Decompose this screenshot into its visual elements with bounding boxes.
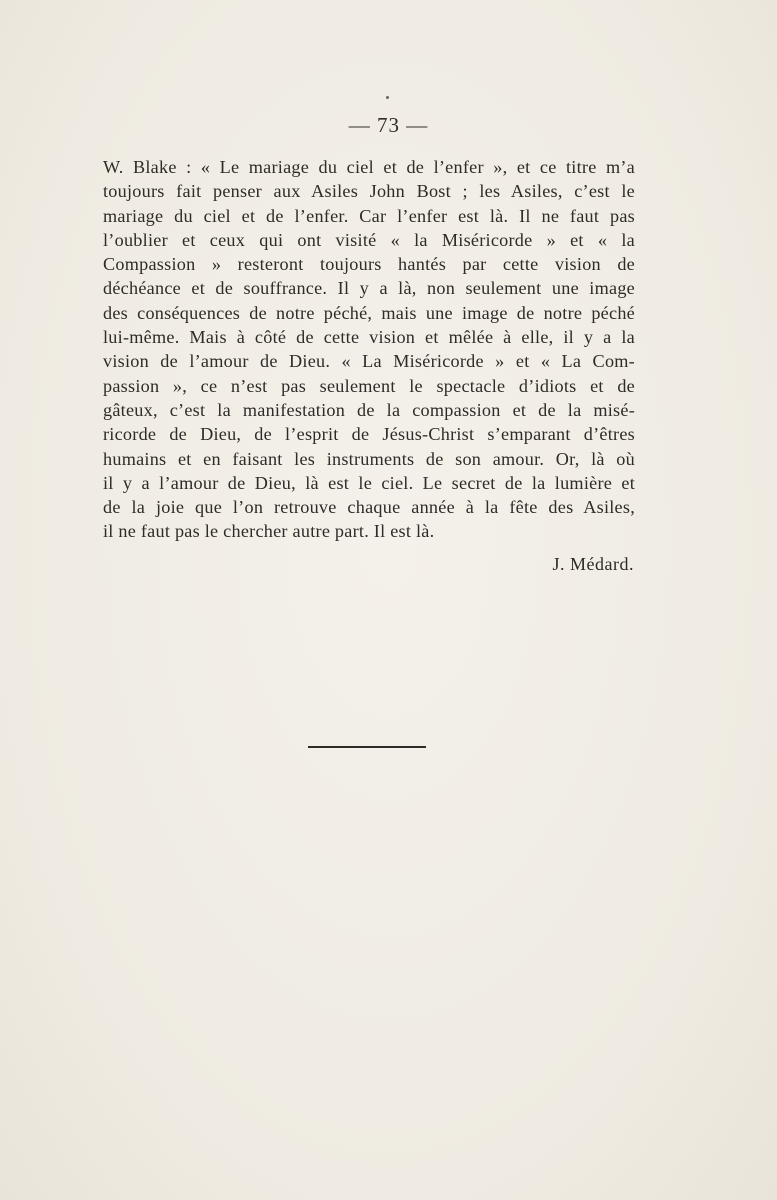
- text-line: gâteux, c’est la manifestation de la compassion et de la misé-: [103, 399, 635, 420]
- section-divider: [308, 746, 426, 748]
- text-line: mariage du ciel et de l’enfer. Car l’enfer est là. Il ne faut pas: [103, 205, 635, 226]
- text-line: il ne faut pas le chercher autre part. Il est là.: [103, 521, 435, 542]
- page-number: — 73 —: [348, 113, 429, 137]
- author-signature: J. Médard.: [552, 554, 634, 574]
- text-line: toujours fait penser aux Asiles John Bost ; les Asiles, c’est le: [103, 181, 635, 202]
- text-line: W. Blake : « Le mariage du ciel et de l’enfer », et ce titre m’a: [103, 157, 635, 177]
- text-line: lui-même. Mais à côté de cette vision et mêlée à elle, il y a la: [103, 327, 635, 348]
- text-line: l’oublier et ceux qui ont visité « la Miséricorde » et « la: [103, 229, 635, 250]
- text-line: Compassion » resteront toujours hantés par cette vision de: [103, 254, 635, 275]
- paper-speck: [386, 96, 389, 99]
- text-line: humains et en faisant les instruments de son amour. Or, là où: [103, 448, 635, 469]
- text-line: des conséquences de notre péché, mais une image de notre péché: [103, 302, 635, 323]
- text-line: de la joie que l’on retrouve chaque année à la fête des Asiles,: [103, 497, 635, 518]
- body-paragraph: [103, 155, 635, 544]
- text-line: déchéance et de souffrance. Il y a là, non seulement une image: [103, 278, 635, 299]
- text-line: passion », ce n’est pas seulement le spectacle d’idiots et de: [103, 375, 635, 396]
- text-line: ricorde de Dieu, de l’esprit de Jésus-Christ s’emparant d’êtres: [103, 424, 635, 445]
- text-line: il y a l’amour de Dieu, là est le ciel. Le secret de la lumière et: [103, 472, 635, 493]
- text-line: vision de l’amour de Dieu. « La Miséricorde » et « La Com-: [103, 351, 635, 372]
